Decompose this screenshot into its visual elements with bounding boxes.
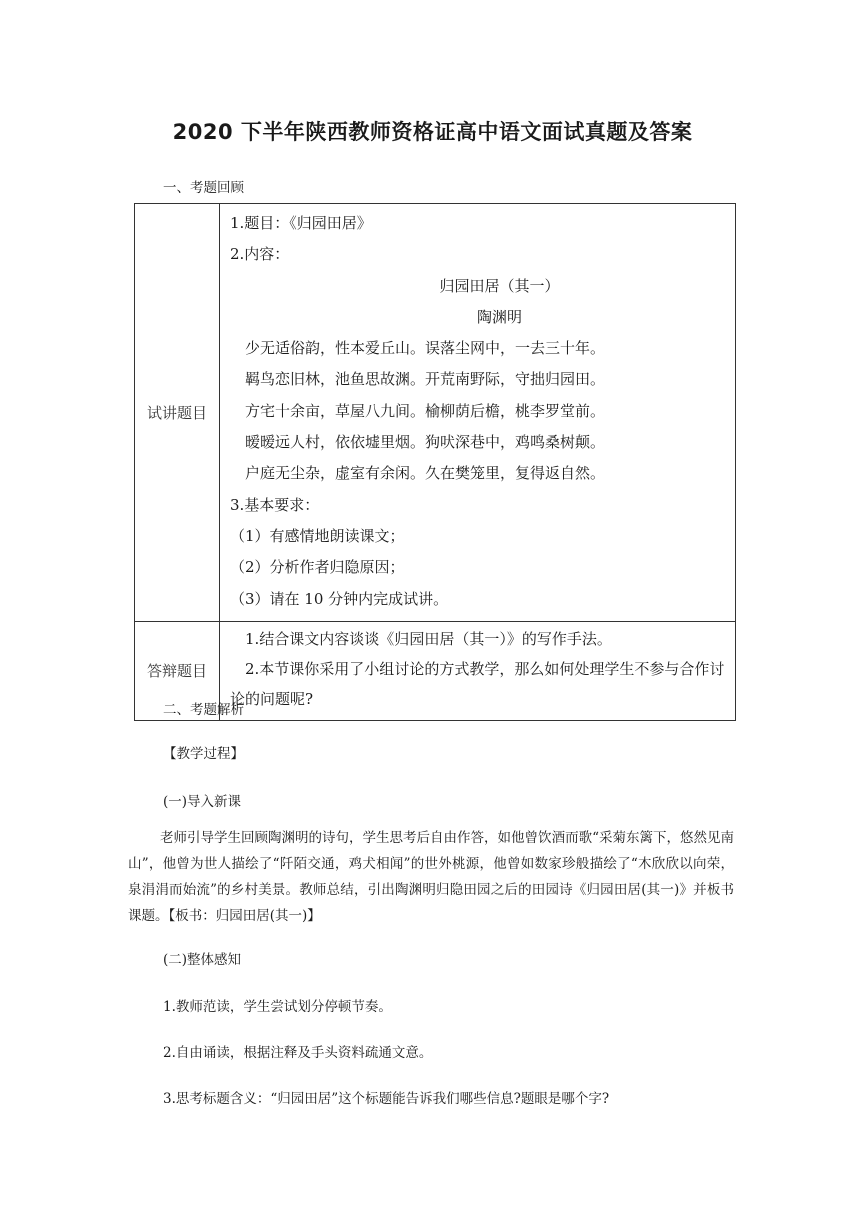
poem-verse: 少无适俗韵，性本爱丘山。误落尘网中，一去三十年。 (245, 339, 606, 358)
requirement-item: （2）分析作者归隐原因； (230, 558, 405, 577)
topic-line: 1.题目：《归园田居》 (230, 214, 372, 232)
poem-verse: 羁鸟恋旧林，池鱼思故渊。开荒南野际，守拙归园田。 (245, 370, 606, 389)
requirements-heading: 3.基本要求： (230, 495, 320, 514)
lecture-content-cell (220, 204, 736, 622)
step-heading-intro: (一)导入新课 (163, 794, 242, 810)
poem-title: 归园田居（其一） (439, 276, 560, 295)
poem-author: 陶渊明 (476, 307, 522, 326)
teaching-process-heading: 【教学过程】 (163, 746, 244, 762)
list-item: 1.教师范读，学生尝试划分停顿节奏。 (163, 999, 392, 1015)
defense-question: 1.结合课文内容谈谈《归园田居（其一）》的写作手法。 (245, 629, 612, 648)
poem-verse: 方宅十余亩，草屋八九间。榆柳荫后檐，桃李罗堂前。 (245, 401, 606, 420)
step-heading-overview: (二)整体感知 (163, 952, 242, 968)
row-label-defense: 答辩题目 (135, 621, 220, 720)
requirement-item: （3）请在 10 分钟内完成试讲。 (230, 589, 449, 608)
intro-paragraph: 老师引导学生回顾陶渊明的诗句，学生思考后自由作答，如他曾饮酒而歌“采菊东篱下，悠然见南山”，他曾为世人描绘了“阡陌交通，鸡犬相闻”的世外桃源，他曾如数家珍般描绘了“木欣欣以向荣，泉涓涓而始流”的乡村美景。教师总结，引出陶渊明归隐田园之后的田园诗《归园田居(其一)》并板书课题。【板书：归园田居(其一)】 (128, 830, 734, 924)
document-title: 2020 下半年陕西教师资格证高中语文面试真题及答案 (172, 120, 693, 144)
defense-question: 2.本节课你采用了小组讨论的方式教学，那么如何处理学生不参与合作讨论的问题呢? (230, 659, 725, 708)
defense-content-cell (220, 621, 736, 720)
requirement-item: （1）有感情地朗读课文； (230, 526, 405, 545)
list-item: 2.自由诵读，根据注释及手头资料疏通文意。 (163, 1045, 433, 1061)
poem-verse: 户庭无尘杂，虚室有余闲。久在樊笼里，复得返自然。 (245, 464, 606, 483)
list-item: 3.思考标题含义：“归园田居”这个标题能告诉我们哪些信息?题眼是哪个字? (163, 1091, 610, 1107)
section-heading-analysis: 二、考题解析 (163, 702, 244, 718)
row-label-lecture: 试讲题目 (135, 204, 220, 622)
exam-questions-table (134, 203, 736, 721)
content-heading: 2.内容： (230, 245, 290, 264)
section-heading-review: 一、考题回顾 (163, 180, 244, 196)
poem-verse: 暧暧远人村，依依墟里烟。狗吠深巷中，鸡鸣桑树颠。 (245, 433, 606, 452)
table-row (135, 204, 736, 622)
